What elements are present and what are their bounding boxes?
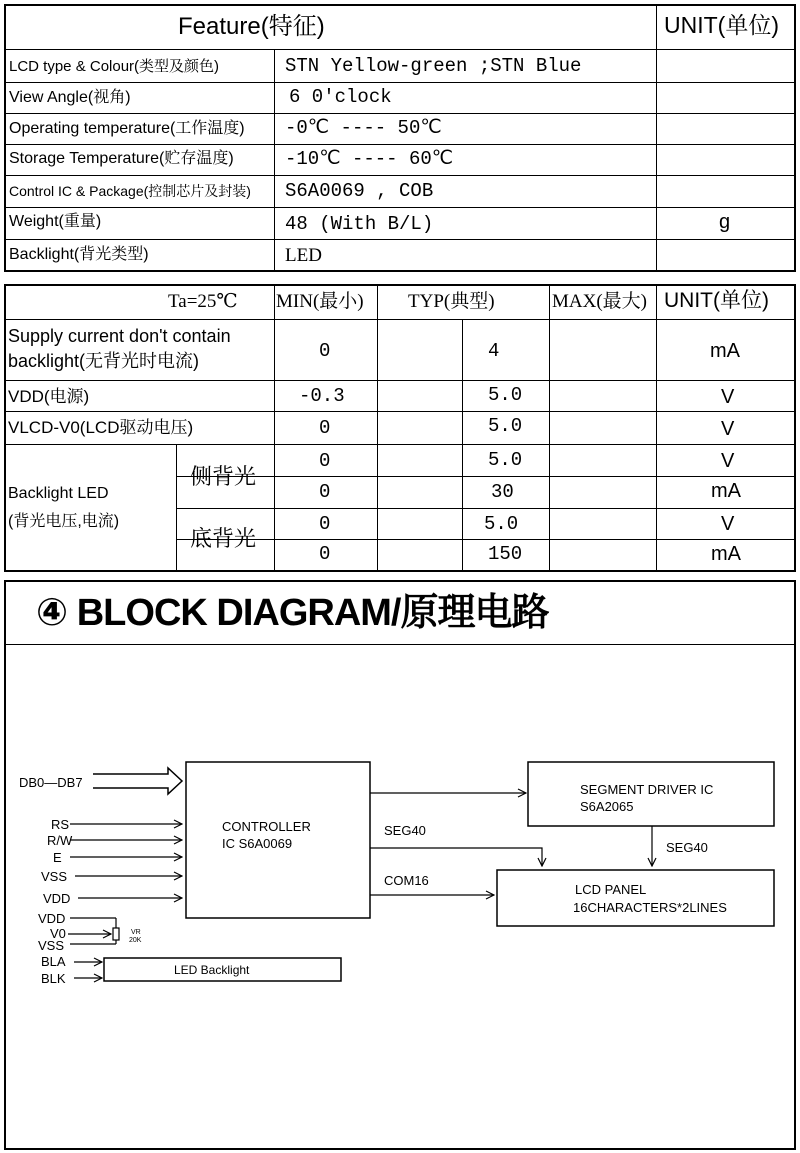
max-header: MAX(最大) <box>552 291 647 312</box>
vr-label: VR <box>131 929 141 936</box>
typ-header: TYP(典型) <box>408 291 495 312</box>
storage-temp-label: Storage Temperature(贮存温度) <box>9 150 234 167</box>
controller-label-1: CONTROLLER <box>222 819 311 834</box>
controller-label-2: IC S6A0069 <box>222 836 293 851</box>
bottom-voltage-unit: V <box>721 513 735 535</box>
side-current-typ: 30 <box>491 481 514 503</box>
supply-current-min: 0 <box>319 340 331 362</box>
weight-value: 48 (With B/L) <box>285 213 434 235</box>
vlcd-typ: 5.0 <box>488 415 523 437</box>
vlcd-min: 0 <box>319 417 331 439</box>
led-backlight-label: LED Backlight <box>174 963 250 977</box>
min-header: MIN(最小) <box>276 291 364 312</box>
view-angle-label: View Angle(视角) <box>9 89 131 106</box>
db-label: DB0—DB7 <box>19 775 83 790</box>
operating-temp-label: Operating temperature(工作温度) <box>9 120 245 137</box>
seg40-line <box>370 848 542 866</box>
backlight-led-label-1: Backlight LED <box>8 485 109 502</box>
bottom-current-min: 0 <box>319 543 331 565</box>
vdd-unit: V <box>721 386 735 408</box>
vr-vdd-label: VDD <box>38 911 66 926</box>
side-current-unit: mA <box>711 480 741 502</box>
feature-header: Feature(特征) <box>178 13 325 40</box>
vr-vss-label: VSS <box>38 938 65 953</box>
segment-driver-label-1: SEGMENT DRIVER IC <box>580 782 714 797</box>
supply-current-unit: mA <box>710 340 740 362</box>
bottom-backlight-label: 底背光 <box>190 526 257 551</box>
db-bus-arrow <box>93 768 182 794</box>
vlcd-label: VLCD-V0(LCD驱动电压) <box>8 418 194 437</box>
lcd-panel-label-1: LCD PANEL <box>575 882 647 897</box>
seg40-label-a: SEG40 <box>384 823 426 838</box>
bottom-voltage-min: 0 <box>319 513 331 535</box>
backlight-type-label: Backlight(背光类型) <box>9 246 149 263</box>
unit-header-2: UNIT(单位) <box>664 289 769 312</box>
vdd-min: -0.3 <box>299 385 345 407</box>
side-voltage-typ: 5.0 <box>488 449 523 471</box>
bottom-voltage-typ: 5.0 <box>484 513 519 535</box>
operating-temp-value: -0℃ ---- 50℃ <box>285 117 442 139</box>
weight-label: Weight(重量) <box>9 213 102 230</box>
supply-current-label-2: backlight(无背光时电流) <box>8 351 200 371</box>
lcd-type-label: LCD type & Colour(类型及颜色) <box>9 58 220 75</box>
rs-label: RS <box>51 817 70 832</box>
backlight-type-value: LED <box>285 245 322 266</box>
condition-header: Ta=25℃ <box>168 291 238 312</box>
vr-value-label: 20K <box>129 937 142 944</box>
segment-driver-label-2: S6A2065 <box>580 799 634 814</box>
lcd-panel-box <box>497 870 774 926</box>
supply-current-typ: 4 <box>488 340 500 362</box>
section-title: ④ BLOCK DIAGRAM/原理电路 <box>36 592 549 634</box>
bla-label: BLA <box>41 954 66 969</box>
storage-temp-value: -10℃ ---- 60℃ <box>285 148 454 170</box>
lcd-type-value: STN Yellow-green ;STN Blue <box>285 55 582 77</box>
vdd-label: VDD(电源) <box>8 387 90 406</box>
view-angle-value: 6 0'clock <box>289 86 392 108</box>
side-current-min: 0 <box>319 481 331 503</box>
com16-label: COM16 <box>384 873 429 888</box>
side-backlight-label: 侧背光 <box>190 464 257 489</box>
seg40-label-b: SEG40 <box>666 840 708 855</box>
blk-label: BLK <box>41 971 66 986</box>
side-voltage-min: 0 <box>319 450 331 472</box>
vlcd-unit: V <box>721 418 735 440</box>
unit-header: UNIT(单位) <box>664 12 779 38</box>
supply-current-label-1: Supply current don't contain <box>8 326 231 346</box>
vss-label: VSS <box>41 869 68 884</box>
side-voltage-unit: V <box>721 450 735 472</box>
vr-potentiometer <box>68 918 119 944</box>
control-ic-label: Control IC & Package(控制芯片及封装) <box>9 183 251 199</box>
backlight-led-label-2: (背光电压,电流) <box>8 513 120 530</box>
bottom-current-typ: 150 <box>488 543 523 565</box>
vdd-pin-label: VDD <box>43 891 71 906</box>
control-ic-value: S6A0069 , COB <box>285 180 434 202</box>
vdd-typ: 5.0 <box>488 384 523 406</box>
rw-label: R/W <box>47 833 73 848</box>
e-label: E <box>53 850 62 865</box>
weight-unit: g <box>719 211 731 233</box>
lcd-panel-label-2: 16CHARACTERS*2LINES <box>573 900 727 915</box>
bottom-current-unit: mA <box>711 543 741 565</box>
vr-v0-label: V0 <box>50 926 66 941</box>
